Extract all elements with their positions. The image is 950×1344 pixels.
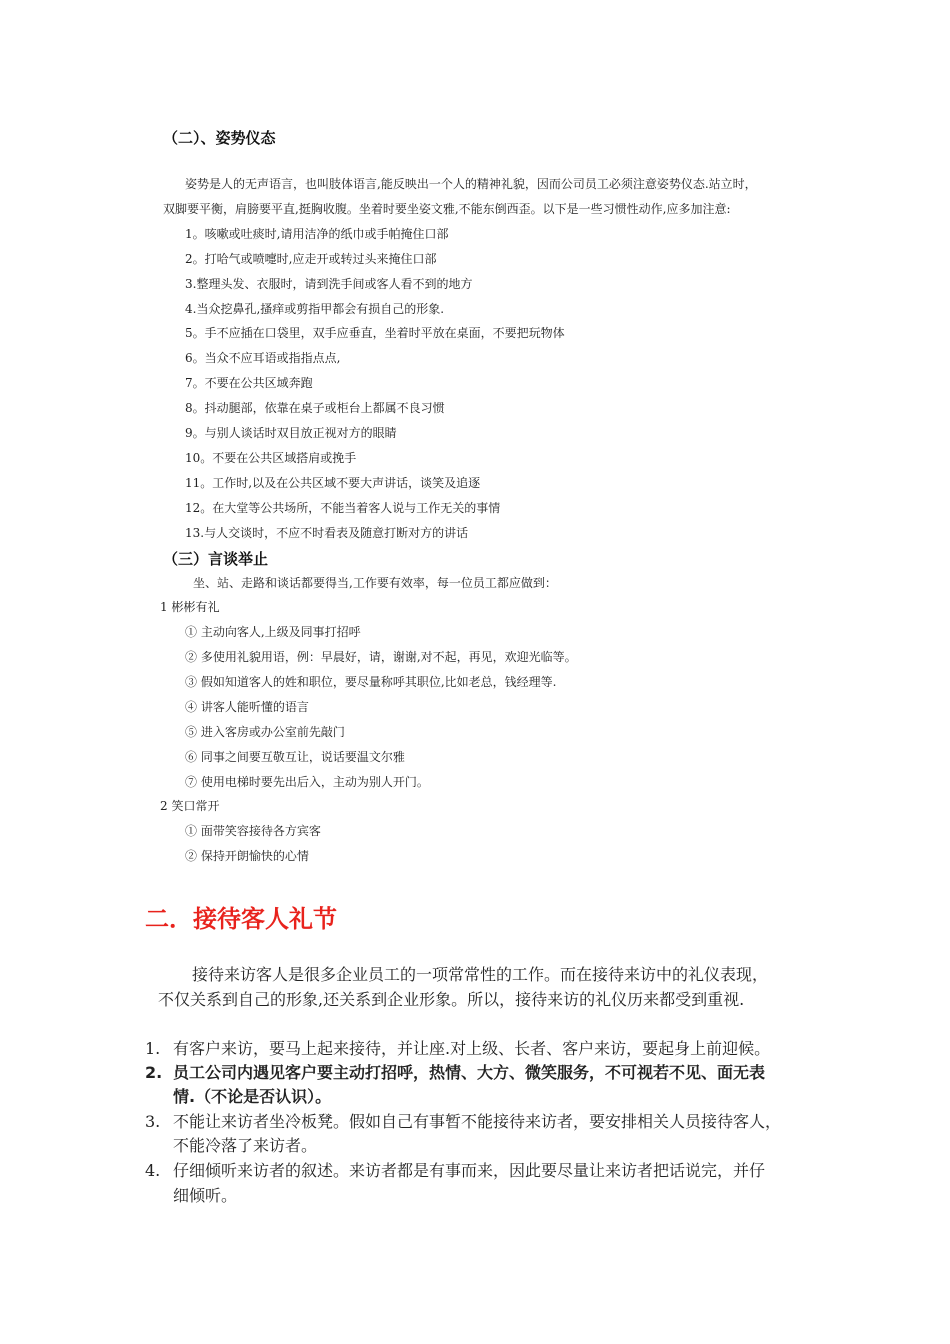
posture-item-12: 12。在大堂等公共场所，不能当着客人说与工作无关的事情 — [185, 501, 501, 515]
posture-item-11: 11。工作时,以及在公共区域不要大声讲话，谈笑及追逐 — [185, 476, 481, 490]
speech-group-1-item-2: ② 多使用礼貌用语，例：早晨好，请，谢谢,对不起，再见，欢迎光临等。 — [185, 650, 577, 664]
speech-group-1-item-7: ⑦ 使用电梯时要先出后入，主动为别人开门。 — [185, 775, 429, 789]
reception-item-2 — [145, 1062, 765, 1084]
reception-item-text: 仔细倾听来访者的叙述。来访者都是有事而来，因此要尽量让来访者把话说完，并仔 — [173, 1161, 766, 1180]
posture-intro-line2: 双脚要平衡，肩膀要平直,挺胸收腹。坐着时要坐姿文雅,不能东倒西歪。以下是一些习惯性动作,应多加注意: — [163, 202, 731, 216]
chapter-intro-line2: 不仅关系到自己的形象,还关系到企业形象。所以，接待来访的礼仪历来都受到重视. — [158, 990, 745, 1009]
speech-group-2-title: 2 笑口常开 — [160, 799, 220, 813]
chapter-intro-line1: 接待来访客人是很多企业员工的一项常常性的工作。而在接待来访中的礼仪表现， — [192, 965, 769, 984]
posture-item-9: 9。与别人谈话时双目放正视对方的眼睛 — [185, 426, 397, 440]
reception-item-number: 3. — [145, 1112, 161, 1131]
speech-group-1-item-4: ④ 讲客人能听懂的语言 — [185, 700, 309, 714]
section-heading-posture: （二）、姿势仪态 — [163, 129, 276, 147]
posture-item-10: 10。不要在公共区域搭肩或挽手 — [185, 451, 357, 465]
posture-item-13: 13.与人交谈时，不应不时看表及随意打断对方的讲话 — [185, 526, 469, 540]
posture-item-6: 6。当众不应耳语或指指点点, — [185, 351, 341, 365]
posture-item-8: 8。抖动腿部，依靠在桌子或柜台上都属不良习惯 — [185, 401, 445, 415]
speech-group-2-item-2: ② 保持开朗愉快的心情 — [185, 849, 309, 863]
posture-item-5: 5。手不应插在口袋里，双手应垂直，坐着时平放在桌面，不要把玩物体 — [185, 326, 565, 340]
posture-item-2: 2。打哈气或喷嚏时,应走开或转过头来掩住口部 — [185, 252, 437, 266]
posture-item-7: 7。不要在公共区域奔跑 — [185, 376, 313, 390]
reception-item-text: 不能让来访者坐冷板凳。假如自己有事暂不能接待来访者，要安排相关人员接待客人， — [173, 1112, 782, 1131]
reception-item-3 — [145, 1111, 781, 1133]
reception-item-4-continued: 细倾听。 — [173, 1186, 238, 1205]
section-heading-speech: （三）言谈举止 — [163, 550, 269, 568]
reception-item-number: 2. — [145, 1063, 163, 1082]
speech-group-1-item-6: ⑥ 同事之间要互敬互让，说话要温文尔雅 — [185, 750, 405, 764]
reception-item-3-continued: 不能冷落了来访者。 — [173, 1136, 318, 1155]
reception-item-text: 员工公司内遇见客户要主动打招呼，热情、大方、微笑服务，不可视若不见、面无表 — [173, 1063, 766, 1082]
posture-item-1: 1。咳嗽或吐痰时,请用洁净的纸巾或手帕掩住口部 — [185, 227, 449, 241]
posture-item-3: 3.整理头发、衣服时，请到洗手间或客人看不到的地方 — [185, 277, 473, 291]
speech-group-2-item-1: ① 面带笑容接待各方宾客 — [185, 824, 321, 838]
reception-item-number: 1. — [145, 1039, 161, 1058]
reception-item-4 — [145, 1160, 765, 1182]
speech-intro: 坐、站、走路和谈话都要得当,工作要有效率，每一位员工都应做到： — [193, 576, 557, 590]
speech-group-1-item-1: ① 主动向客人,上级及同事打招呼 — [185, 625, 361, 639]
speech-group-1-title: 1 彬彬有礼 — [160, 600, 220, 614]
chapter-title: 二．接待客人礼节 — [145, 905, 337, 933]
posture-intro-line1: 姿势是人的无声语言，也叫肢体语言,能反映出一个人的精神礼貌，因而公司员工必须注意姿势仪态.站立时， — [185, 177, 757, 191]
reception-item-number: 4. — [145, 1161, 161, 1180]
speech-group-1-item-3: ③ 假如知道客人的姓和职位，要尽量称呼其职位,比如老总，钱经理等. — [185, 675, 557, 689]
reception-item-2-continued: 情.（不论是否认识）。 — [173, 1087, 332, 1106]
posture-item-4: 4.当众挖鼻孔,搔痒或剪指甲都会有损自己的形象. — [185, 302, 445, 316]
reception-item-text: 有客户来访，要马上起来接待，并让座.对上级、长者、客户来访，要起身上前迎候。 — [173, 1039, 771, 1058]
speech-group-1-item-5: ⑤ 进入客房或办公室前先敲门 — [185, 725, 345, 739]
reception-item-1 — [145, 1038, 770, 1060]
